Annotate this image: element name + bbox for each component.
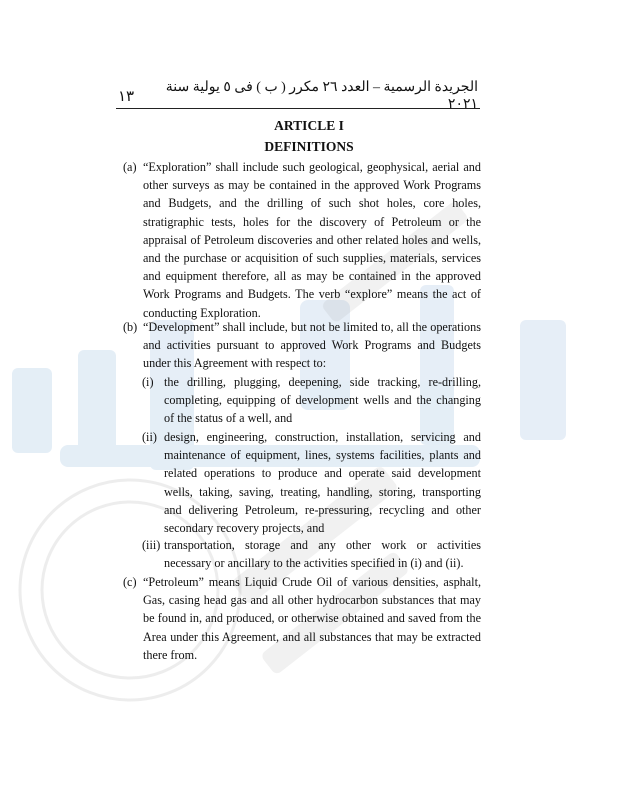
definition-b-label: (b) bbox=[123, 320, 138, 334]
definition-a-text: “Exploration” shall include such geological, geophysical, aerial and other surveys as may be contained in the approved Work Programs and Budgets, and the drilling of such shot holes, core holes, stratigraphic tests, holes for the discovery of Petroleum or the appraisal of Petroleum discoveries and other related holes and wells, and the purchase or acquisition of such supplies, materials, services and equipment therefore, all as may be contained in the approved Work Programs and Budgets. The verb “explore” means the act of conducting Exploration. bbox=[143, 160, 481, 320]
item-label: (iii) bbox=[142, 538, 161, 552]
definition-b-item bbox=[142, 373, 481, 428]
definition-b-item bbox=[142, 428, 481, 537]
definition-a bbox=[123, 158, 481, 322]
header-rule bbox=[116, 108, 480, 109]
definition-b-text: “Development” shall include, but not be limited to, all the operations and activities pursuant to approved Work Programs and Budgets under this Agreement with respect to: bbox=[143, 320, 481, 371]
page-header bbox=[118, 80, 478, 112]
definition-a-label: (a) bbox=[123, 160, 137, 174]
item-text: the drilling, plugging, deepening, side tracking, re-drilling, completing, equipping of development wells and the changing of the status of a well, and bbox=[164, 375, 481, 426]
page-number: ١٣ bbox=[118, 88, 135, 105]
item-text: design, engineering, construction, installation, servicing and maintenance of equipment, lines, systems facilities, plants and related operations to produce and operate said development wells, taking, saving, treating, handling, storing, transporting and delivering Petroleum, re-pressuring, recycling and other secondary recovery projects, and bbox=[164, 430, 481, 536]
item-text: transportation, storage and any other work or activities necessary or ancillary to the activities specified in (i) and (ii). bbox=[164, 538, 481, 571]
item-label: (ii) bbox=[142, 430, 157, 444]
definition-c-label: (c) bbox=[123, 575, 137, 589]
definition-c bbox=[123, 573, 481, 664]
definition-b bbox=[123, 318, 481, 373]
gazette-line: الجريدة الرسمية – العدد ٢٦ مكرر ( ب ) فى ٥ يولية سنة ٢٠٢١ bbox=[165, 80, 478, 112]
definition-c-text: “Petroleum” means Liquid Crude Oil of various densities, asphalt, Gas, casing head gas and all other hydrocarbon substances that may be found in, and produced, or otherwise obtained and saved from the Area under this Agreement, and all substances that may be extracted there from. bbox=[143, 575, 481, 662]
article-heading: ARTICLE I bbox=[274, 118, 344, 133]
item-label: (i) bbox=[142, 375, 154, 389]
definitions-heading: DEFINITIONS bbox=[264, 139, 354, 154]
definition-b-item bbox=[142, 536, 481, 572]
